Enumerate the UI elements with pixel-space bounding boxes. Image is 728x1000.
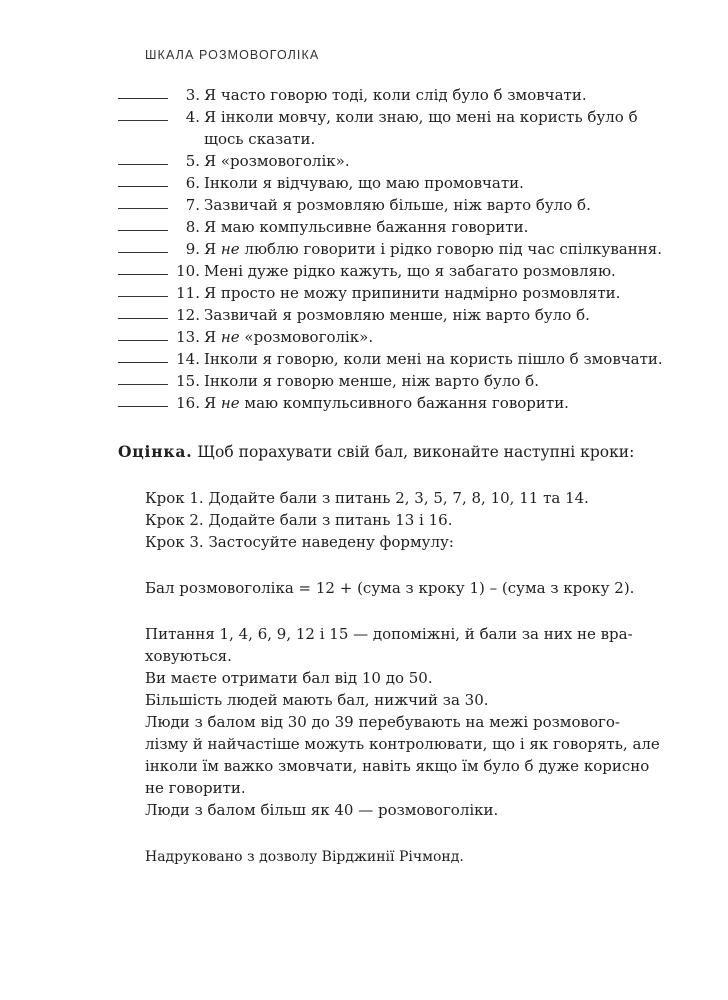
- item-number: 14.: [176, 350, 200, 368]
- item-text-part: Мені дуже рідко кажуть, що я забагато розмовляю.: [204, 262, 616, 280]
- questionnaire-item: [118, 326, 718, 348]
- note-paragraph: [145, 623, 633, 667]
- item-text-part: Я маю компульсивне бажання говорити.: [204, 218, 529, 236]
- note-line: не говорити.: [145, 779, 246, 797]
- item-text: [204, 194, 718, 216]
- item-emphasis: не: [220, 328, 240, 346]
- note-paragraph: [145, 711, 660, 799]
- questionnaire-item: [118, 150, 718, 172]
- questionnaire-item: [118, 238, 718, 260]
- item-text: [204, 172, 718, 194]
- step-1: Крок 1. Додайте бали з питань 2, 3, 5, 7, 8, 10, 11 та 14.: [145, 489, 589, 507]
- item-number: 15.: [176, 372, 200, 390]
- note-line: інколи їм важко змовчати, навіть якщо їм було б дуже корисно: [145, 757, 650, 775]
- item-text-part: Зазвичай я розмовляю більше, ніж варто було б.: [204, 196, 591, 214]
- score-formula: Бал розмовоголіка = 12 + (сума з кроку 1) – (сума з кроку 2).: [145, 579, 635, 597]
- item-text-part: Я: [204, 394, 221, 412]
- scoring-steps: [145, 487, 589, 553]
- answer-blank[interactable]: [118, 304, 168, 319]
- scoring-heading: [118, 442, 634, 461]
- scoring-label: Оцінка.: [118, 442, 193, 461]
- answer-blank[interactable]: [118, 106, 168, 121]
- item-number: 5.: [185, 152, 200, 170]
- item-text-part: Інколи я говорю, коли мені на користь пішло б змовчати.: [204, 350, 663, 368]
- note-line: Люди з балом більш як 40 — розмовоголіки.: [145, 801, 499, 819]
- questionnaire-item: [118, 216, 718, 238]
- item-text-part: Інколи я відчуваю, що маю промовчати.: [204, 174, 524, 192]
- note-line: лізму й найчастіше можуть контролювати, що і як говорять, але: [145, 735, 660, 753]
- answer-blank[interactable]: [118, 84, 168, 99]
- note-line: ховуються.: [145, 647, 232, 665]
- answer-blank[interactable]: [118, 260, 168, 275]
- item-number: 10.: [176, 262, 200, 280]
- item-number: 16.: [176, 394, 200, 412]
- note-line: Люди з балом від 30 до 39 перебувають на межі розмового-: [145, 713, 620, 731]
- item-number: 11.: [176, 284, 200, 302]
- note-paragraph: [145, 667, 625, 689]
- item-text: [204, 392, 718, 414]
- answer-blank[interactable]: [118, 150, 168, 165]
- running-head: ШКАЛА РОЗМОВОГОЛІКА: [145, 48, 320, 62]
- item-text-part: «розмовоголік».: [239, 328, 374, 346]
- scoring-notes: [145, 623, 660, 821]
- item-number: 7.: [185, 196, 200, 214]
- questionnaire-item: [118, 260, 718, 282]
- note-line: Ви маєте отримати бал від 10 до 50.: [145, 669, 433, 687]
- step-2: Крок 2. Додайте бали з питань 13 і 16.: [145, 511, 453, 529]
- item-number: 6.: [185, 174, 200, 192]
- answer-blank[interactable]: [118, 282, 168, 297]
- item-text: [204, 260, 718, 282]
- item-text-part: Я «розмовоголік».: [204, 152, 350, 170]
- item-text: [204, 106, 718, 150]
- item-number: 9.: [185, 240, 200, 258]
- questionnaire-items: [118, 84, 718, 414]
- item-text-part: Я інколи мовчу, коли знаю, що мені на користь було б: [204, 108, 638, 126]
- item-text: [204, 326, 718, 348]
- note-line: Більшість людей мають бал, нижчий за 30.: [145, 691, 489, 709]
- item-text: [204, 150, 718, 172]
- answer-blank[interactable]: [118, 348, 168, 363]
- item-text: [204, 370, 718, 392]
- questionnaire-item: [118, 172, 718, 194]
- answer-blank[interactable]: [118, 238, 168, 253]
- item-text-part: маю компульсивного бажання говорити.: [239, 394, 569, 412]
- item-number: 3.: [185, 86, 200, 104]
- note-paragraph: [145, 799, 625, 821]
- answer-blank[interactable]: [118, 392, 168, 407]
- item-text: [204, 238, 718, 260]
- answer-blank[interactable]: [118, 194, 168, 209]
- questionnaire-item: [118, 282, 718, 304]
- questionnaire-item: [118, 370, 718, 392]
- questionnaire-item: [118, 348, 718, 370]
- answer-blank[interactable]: [118, 216, 168, 231]
- item-text-continuation: щось сказати.: [204, 130, 316, 148]
- answer-blank[interactable]: [118, 326, 168, 341]
- item-emphasis: не: [220, 394, 240, 412]
- scoring-intro: Щоб порахувати свій бал, виконайте наступні кроки:: [192, 443, 635, 461]
- item-text-part: Я: [204, 328, 221, 346]
- item-text: [204, 282, 718, 304]
- item-text-part: Я: [204, 240, 221, 258]
- answer-blank[interactable]: [118, 172, 168, 187]
- item-text-part: Зазвичай я розмовляю менше, ніж варто було б.: [204, 306, 590, 324]
- questionnaire-item: [118, 304, 718, 326]
- item-text-part: Я часто говорю тоді, коли слід було б змовчати.: [204, 86, 587, 104]
- note-line: Питання 1, 4, 6, 9, 12 і 15 — допоміжні, й бали за них не вра-: [145, 625, 633, 643]
- item-text-part: Я просто не можу припинити надмірно розмовляти.: [204, 284, 621, 302]
- note-paragraph: [145, 689, 625, 711]
- item-text-part: люблю говорити і рідко говорю під час спілкування.: [239, 240, 662, 258]
- step-3: Крок 3. Застосуйте наведену формулу:: [145, 533, 454, 551]
- item-number: 8.: [185, 218, 200, 236]
- item-number: 12.: [176, 306, 200, 324]
- item-text: [204, 84, 718, 106]
- item-number: 4.: [185, 108, 200, 126]
- item-text: [204, 348, 718, 370]
- questionnaire-item: [118, 84, 718, 106]
- item-text-part: Інколи я говорю менше, ніж варто було б.: [204, 372, 539, 390]
- item-emphasis: не: [220, 240, 240, 258]
- questionnaire-item: [118, 194, 718, 216]
- questionnaire-item: [118, 106, 718, 150]
- item-number: 13.: [176, 328, 200, 346]
- item-text: [204, 304, 718, 326]
- item-text: [204, 216, 718, 238]
- permission-credit: Надруковано з дозволу Вірджинії Річмонд.: [145, 849, 464, 865]
- answer-blank[interactable]: [118, 370, 168, 385]
- questionnaire-item: [118, 392, 718, 414]
